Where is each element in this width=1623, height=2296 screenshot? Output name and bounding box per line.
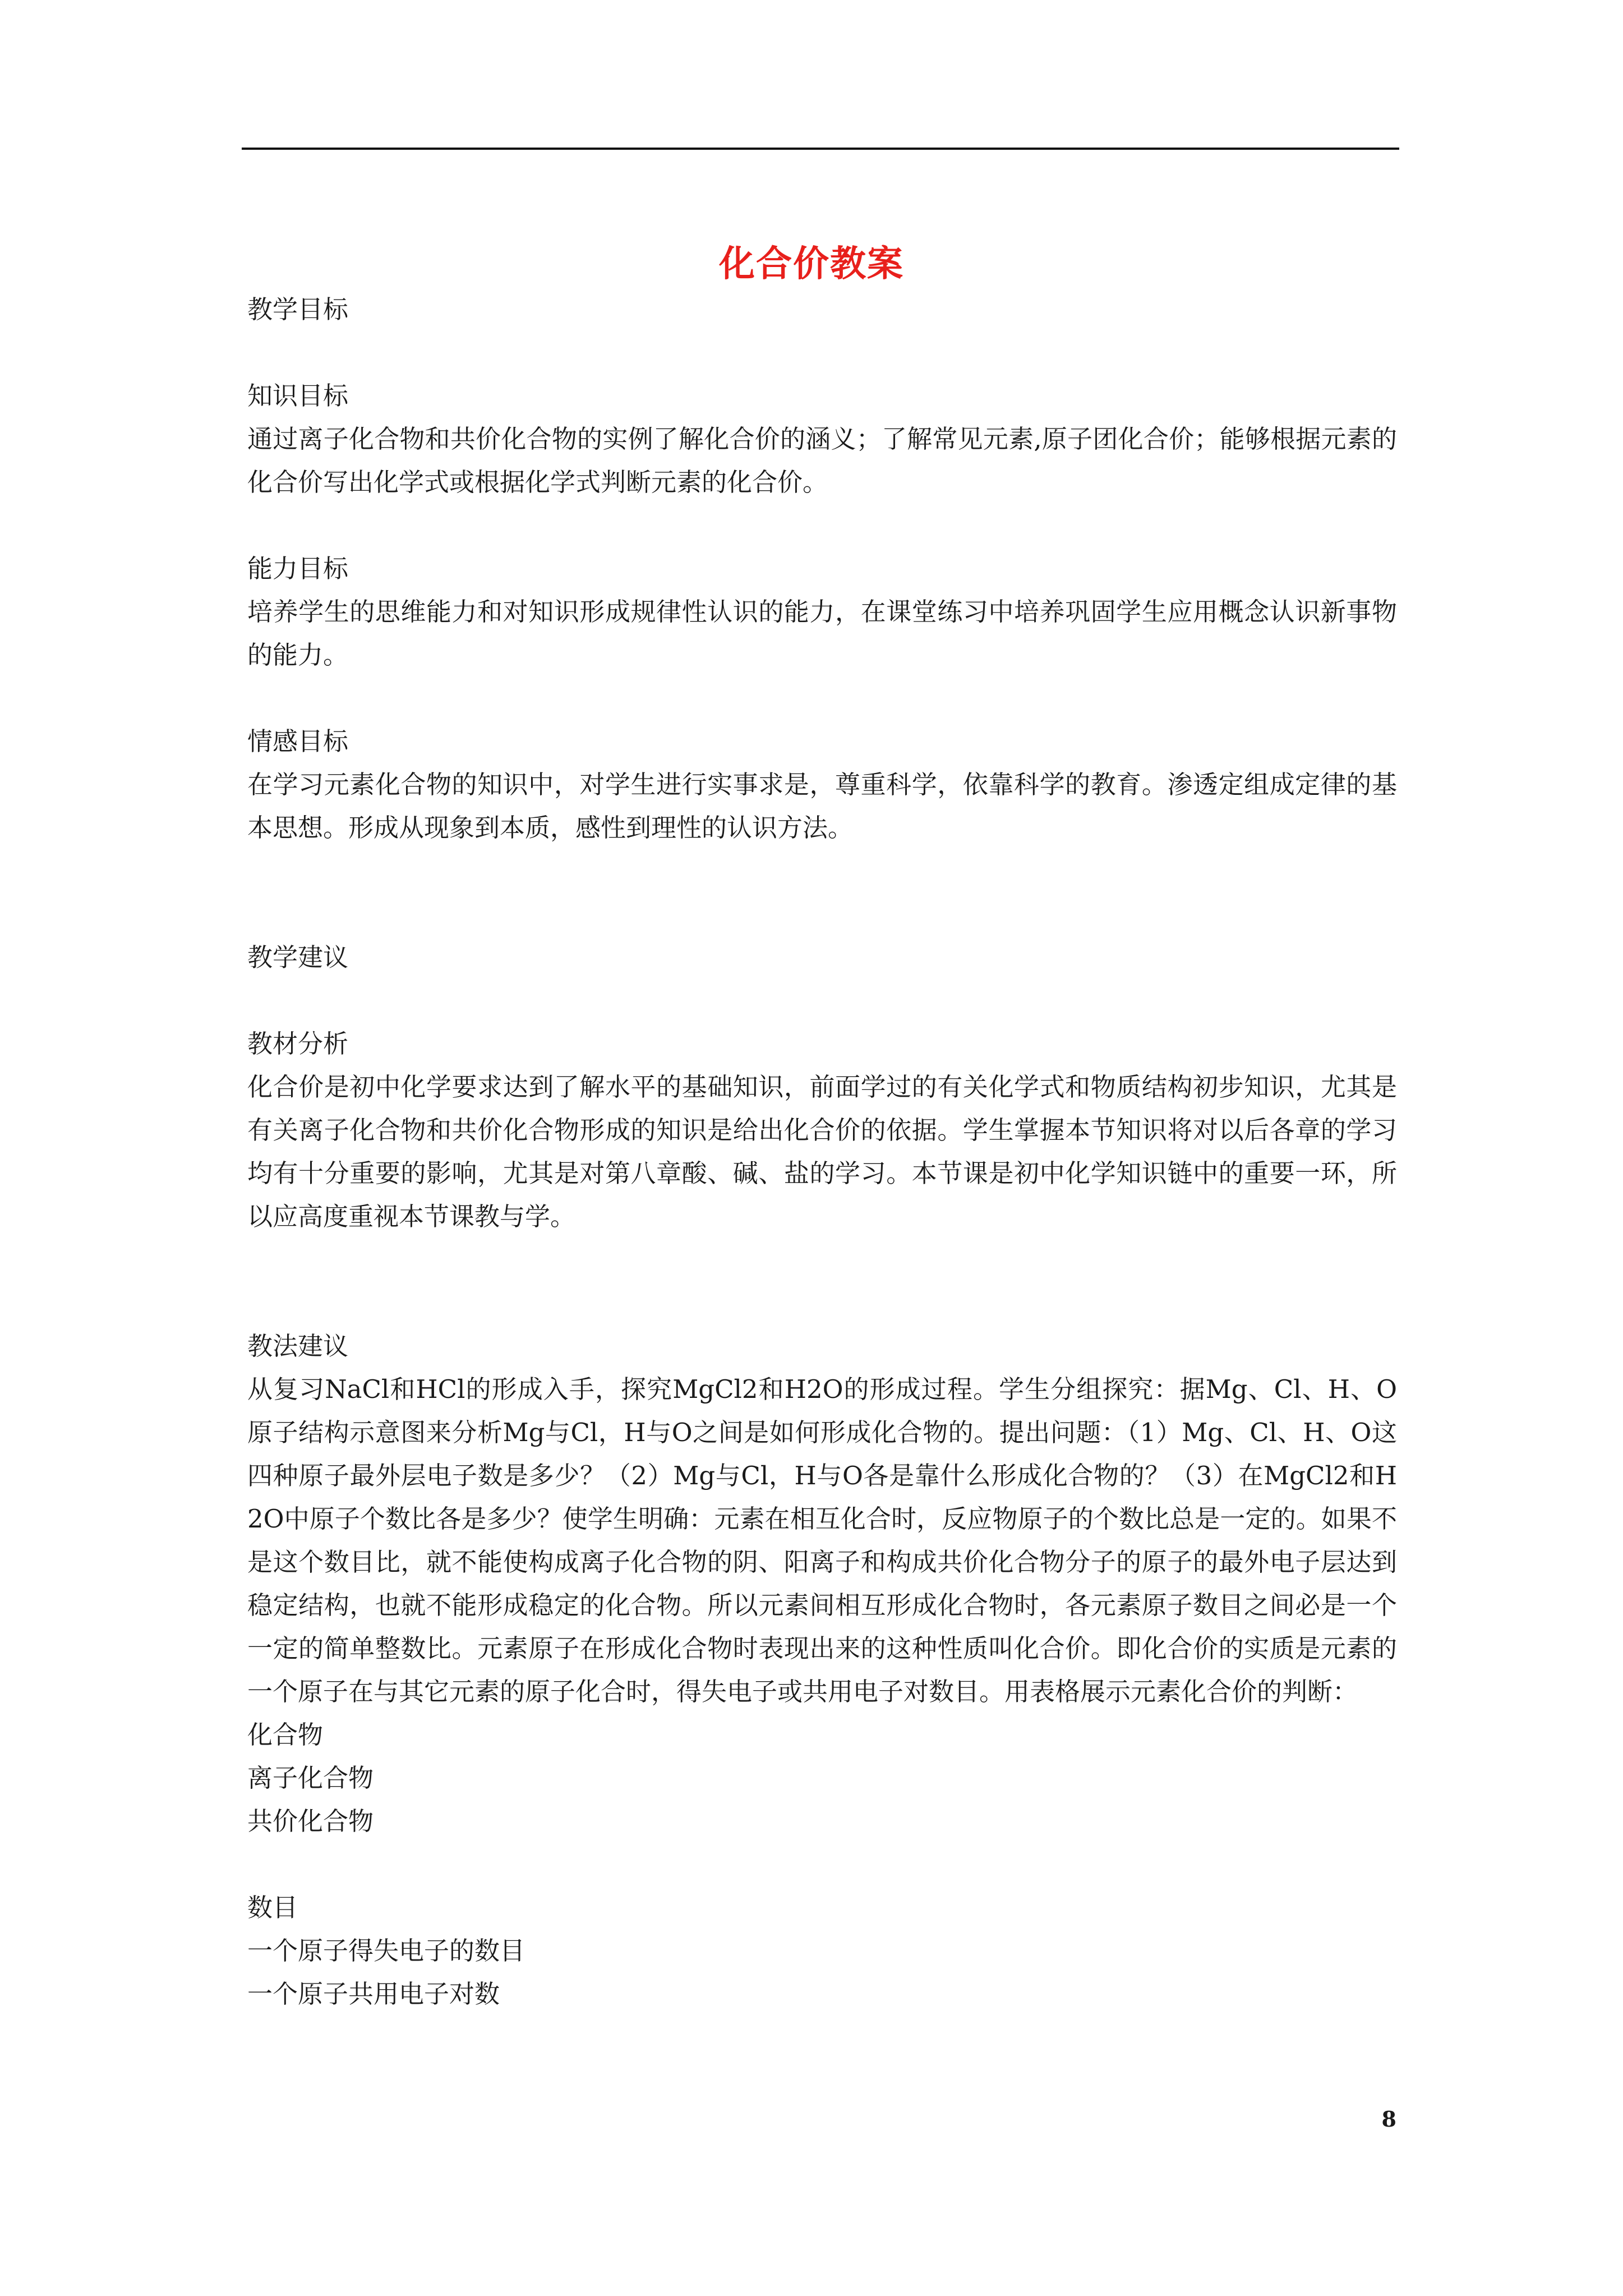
material-analysis-text: 化合价是初中化学要求达到了解水平的基础知识，前面学过的有关化学式和物质结构初步知识，尤其是有关离子化合物和共价化合物形成的知识是给出化合价的依据。学生掌握本节知识将对以后各章的学习均有十分重要的影响，尤其是对第八章酸、碱、盐的学习。本节课是初中化学知识链中的重要一环，所以应高度重视本节课教与学。 bbox=[247, 1072, 1397, 1231]
knowledge-goals bbox=[247, 374, 1397, 504]
knowledge-goals-heading: 知识目标 bbox=[247, 381, 349, 411]
section-heading-teaching-suggestions: 教学建议 bbox=[247, 942, 349, 972]
count-list-heading: 数目 bbox=[247, 1893, 298, 1922]
ability-goals-heading: 能力目标 bbox=[247, 554, 349, 583]
emotion-goals-text: 在学习元素化合物的知识中，对学生进行实事求是，尊重科学，依靠科学的教育。渗透定组成定律的基本思想。形成从现象到本质，感性到理性的认识方法。 bbox=[247, 770, 1397, 843]
document-title: 化合价教案 bbox=[719, 242, 904, 285]
list-item: 离子化合物 bbox=[247, 1763, 374, 1793]
compound-list-heading: 化合物 bbox=[247, 1720, 324, 1750]
material-analysis-heading: 教材分析 bbox=[247, 1029, 349, 1059]
ability-goals bbox=[247, 547, 1397, 677]
emotion-goals-heading: 情感目标 bbox=[247, 726, 349, 756]
list-item: 一个原子共用电子对数 bbox=[247, 1979, 500, 2009]
header-rule bbox=[242, 148, 1399, 150]
emotion-goals bbox=[247, 720, 1397, 849]
method-suggestions-heading: 教法建议 bbox=[247, 1331, 349, 1361]
material-analysis bbox=[247, 1022, 1397, 1238]
method-suggestions bbox=[247, 1324, 1397, 1713]
page-number: 8 bbox=[1381, 2106, 1396, 2132]
section-heading-teaching-goals: 教学目标 bbox=[247, 295, 349, 324]
list-item: 共价化合物 bbox=[247, 1806, 374, 1836]
count-list bbox=[247, 1886, 1397, 2016]
compound-list bbox=[247, 1713, 1397, 1843]
knowledge-goals-text: 通过离子化合物和共价化合物的实例了解化合价的涵义；了解常见元素,原子团化合价；能够根据元素的化合价写出化学式或根据化学式判断元素的化合价。 bbox=[247, 424, 1397, 497]
document-body bbox=[247, 288, 1397, 2016]
ability-goals-text: 培养学生的思维能力和对知识形成规律性认识的能力，在课堂练习中培养巩固学生应用概念认识新事物的能力。 bbox=[247, 597, 1397, 670]
method-suggestions-text: 从复习NaCl和HCl的形成入手，探究MgCl2和H2O的形成过程。学生分组探究：据Mg、Cl、H、O原子结构示意图来分析Mg与Cl，H与O之间是如何形成化合物的。提出问题：（1）Mg、Cl、H、O这四种原子最外层电子数是多少？（2）Mg与Cl，H与O各是靠什么形成化合物的？（3）在MgCl2和H2O中原子个数比各是多少？使学生明确：元素在相互化合时，反应物原子的个数比总是一定的。如果不是这个数目比，就不能使构成离子化合物的阴、阳离子和构成共价化合物分子的原子的最外电子层达到稳定结构，也就不能形成稳定的化合物。所以元素间相互形成化合物时，各元素原子数目之间必是一个一定的简单整数比。元素原子在形成化合物时表现出来的这种性质叫化合价。即化合价的实质是元素的一个原子在与其它元素的原子化合时，得失电子或共用电子对数目。用表格展示元素化合价的判断： bbox=[247, 1374, 1397, 1706]
list-item: 一个原子得失电子的数目 bbox=[247, 1936, 525, 1966]
